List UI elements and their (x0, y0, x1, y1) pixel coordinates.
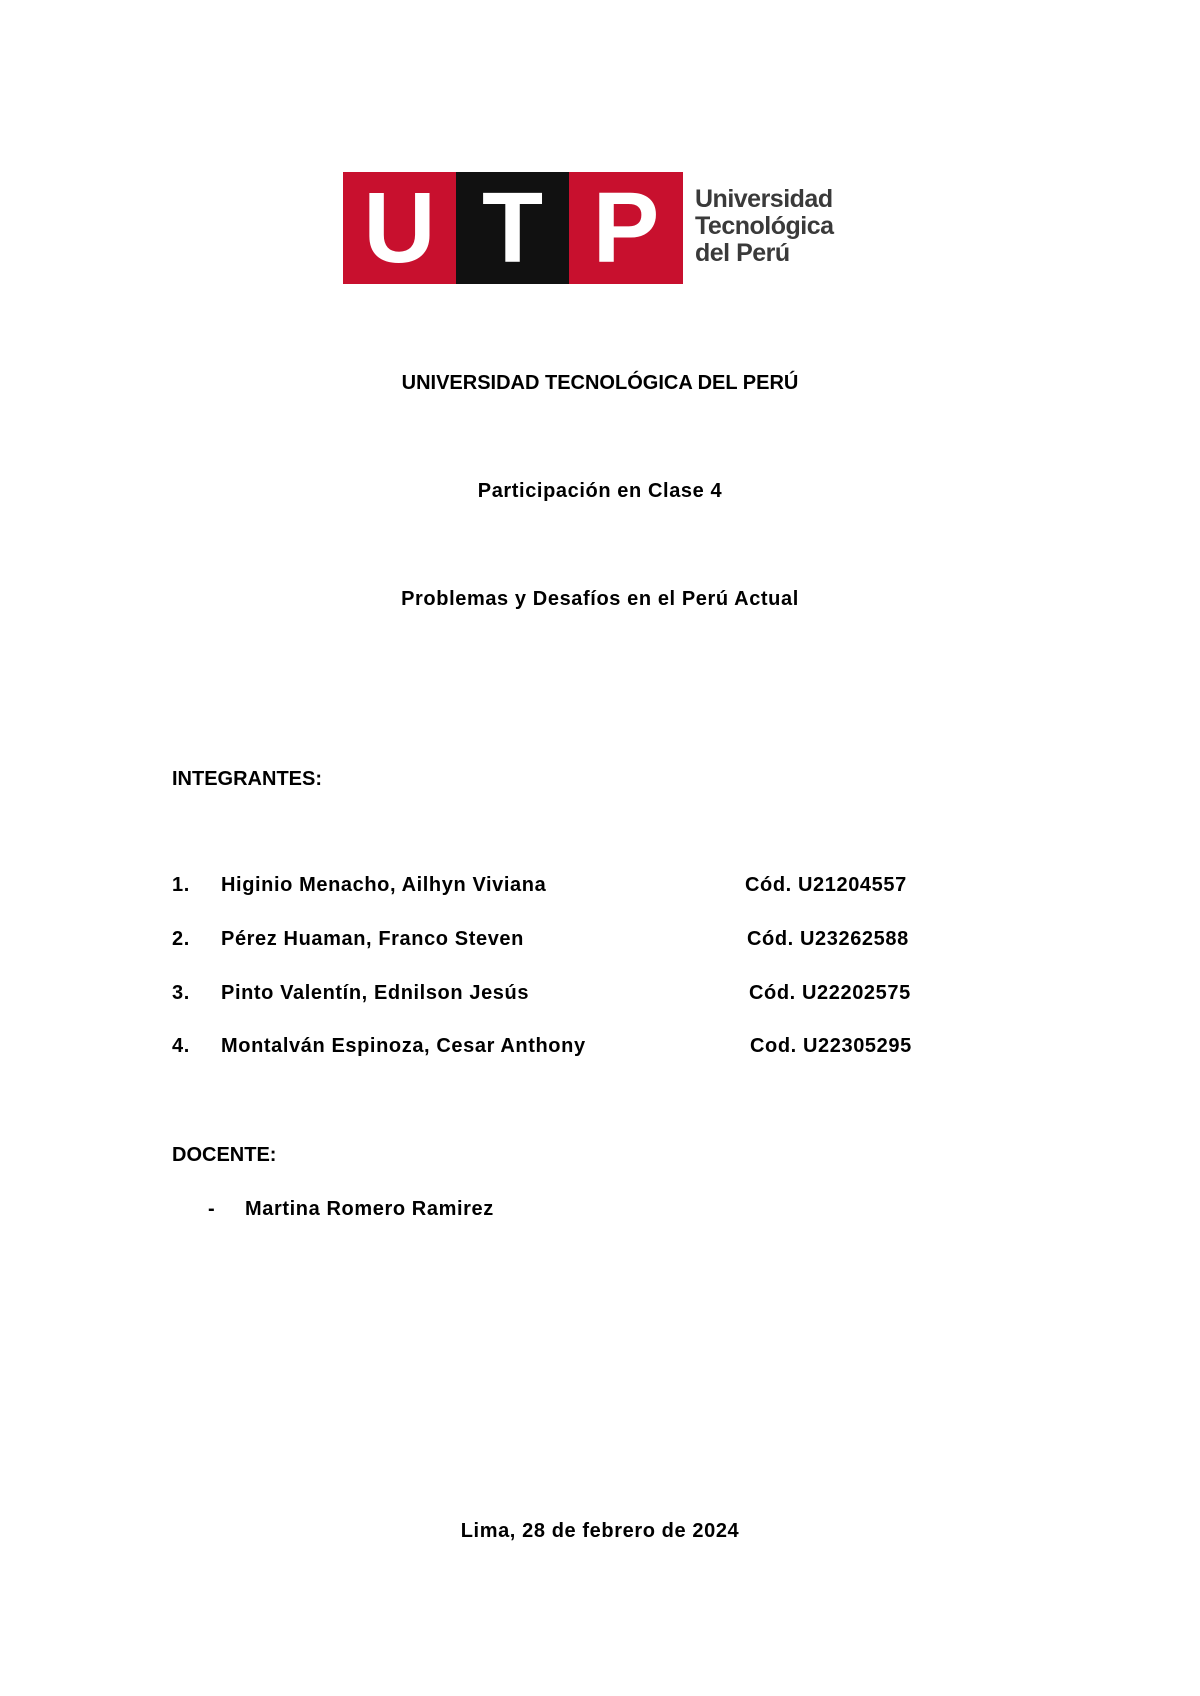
member-row (172, 928, 932, 954)
member-name: Pinto Valentín, Ednilson Jesús (221, 982, 530, 1004)
logo-name-line-2: Tecnológica (695, 212, 834, 240)
member-code: Cód. U22202575 (749, 982, 911, 1004)
docente-heading: DOCENTE: (172, 1144, 277, 1166)
logo-letter-p: P (569, 172, 683, 284)
logo-letter-t: T (456, 172, 569, 284)
date-line: Lima, 28 de febrero de 2024 (460, 1520, 740, 1542)
logo-name-line-3: del Perú (695, 239, 790, 267)
assignment-title: Participación en Clase 4 (477, 480, 723, 502)
member-row (172, 874, 932, 900)
member-code: Cód. U23262588 (747, 928, 909, 950)
teacher-name: Martina Romero Ramirez (245, 1198, 494, 1220)
member-name: Pérez Huaman, Franco Steven (221, 928, 524, 950)
member-code: Cód. U21204557 (745, 874, 907, 896)
member-number: 4. (172, 1035, 190, 1057)
member-row (172, 982, 932, 1008)
member-code: Cod. U22305295 (750, 1035, 912, 1057)
logo-name-line-1: Universidad (695, 185, 833, 213)
topic-title: Problemas y Desafíos en el Perú Actual (401, 588, 799, 610)
utp-logo (343, 172, 853, 284)
bullet-dash: - (208, 1198, 216, 1220)
logo-letter-u: U (343, 172, 456, 284)
member-name: Montalván Espinoza, Cesar Anthony (221, 1035, 586, 1057)
member-number: 2. (172, 928, 190, 950)
logo-university-name (695, 186, 855, 267)
member-number: 1. (172, 874, 190, 896)
member-row (172, 1035, 932, 1061)
integrantes-heading: INTEGRANTES: (172, 768, 322, 790)
university-title: UNIVERSIDAD TECNOLÓGICA DEL PERÚ (401, 372, 799, 394)
member-name: Higinio Menacho, Ailhyn Viviana (221, 874, 547, 896)
member-number: 3. (172, 982, 190, 1004)
